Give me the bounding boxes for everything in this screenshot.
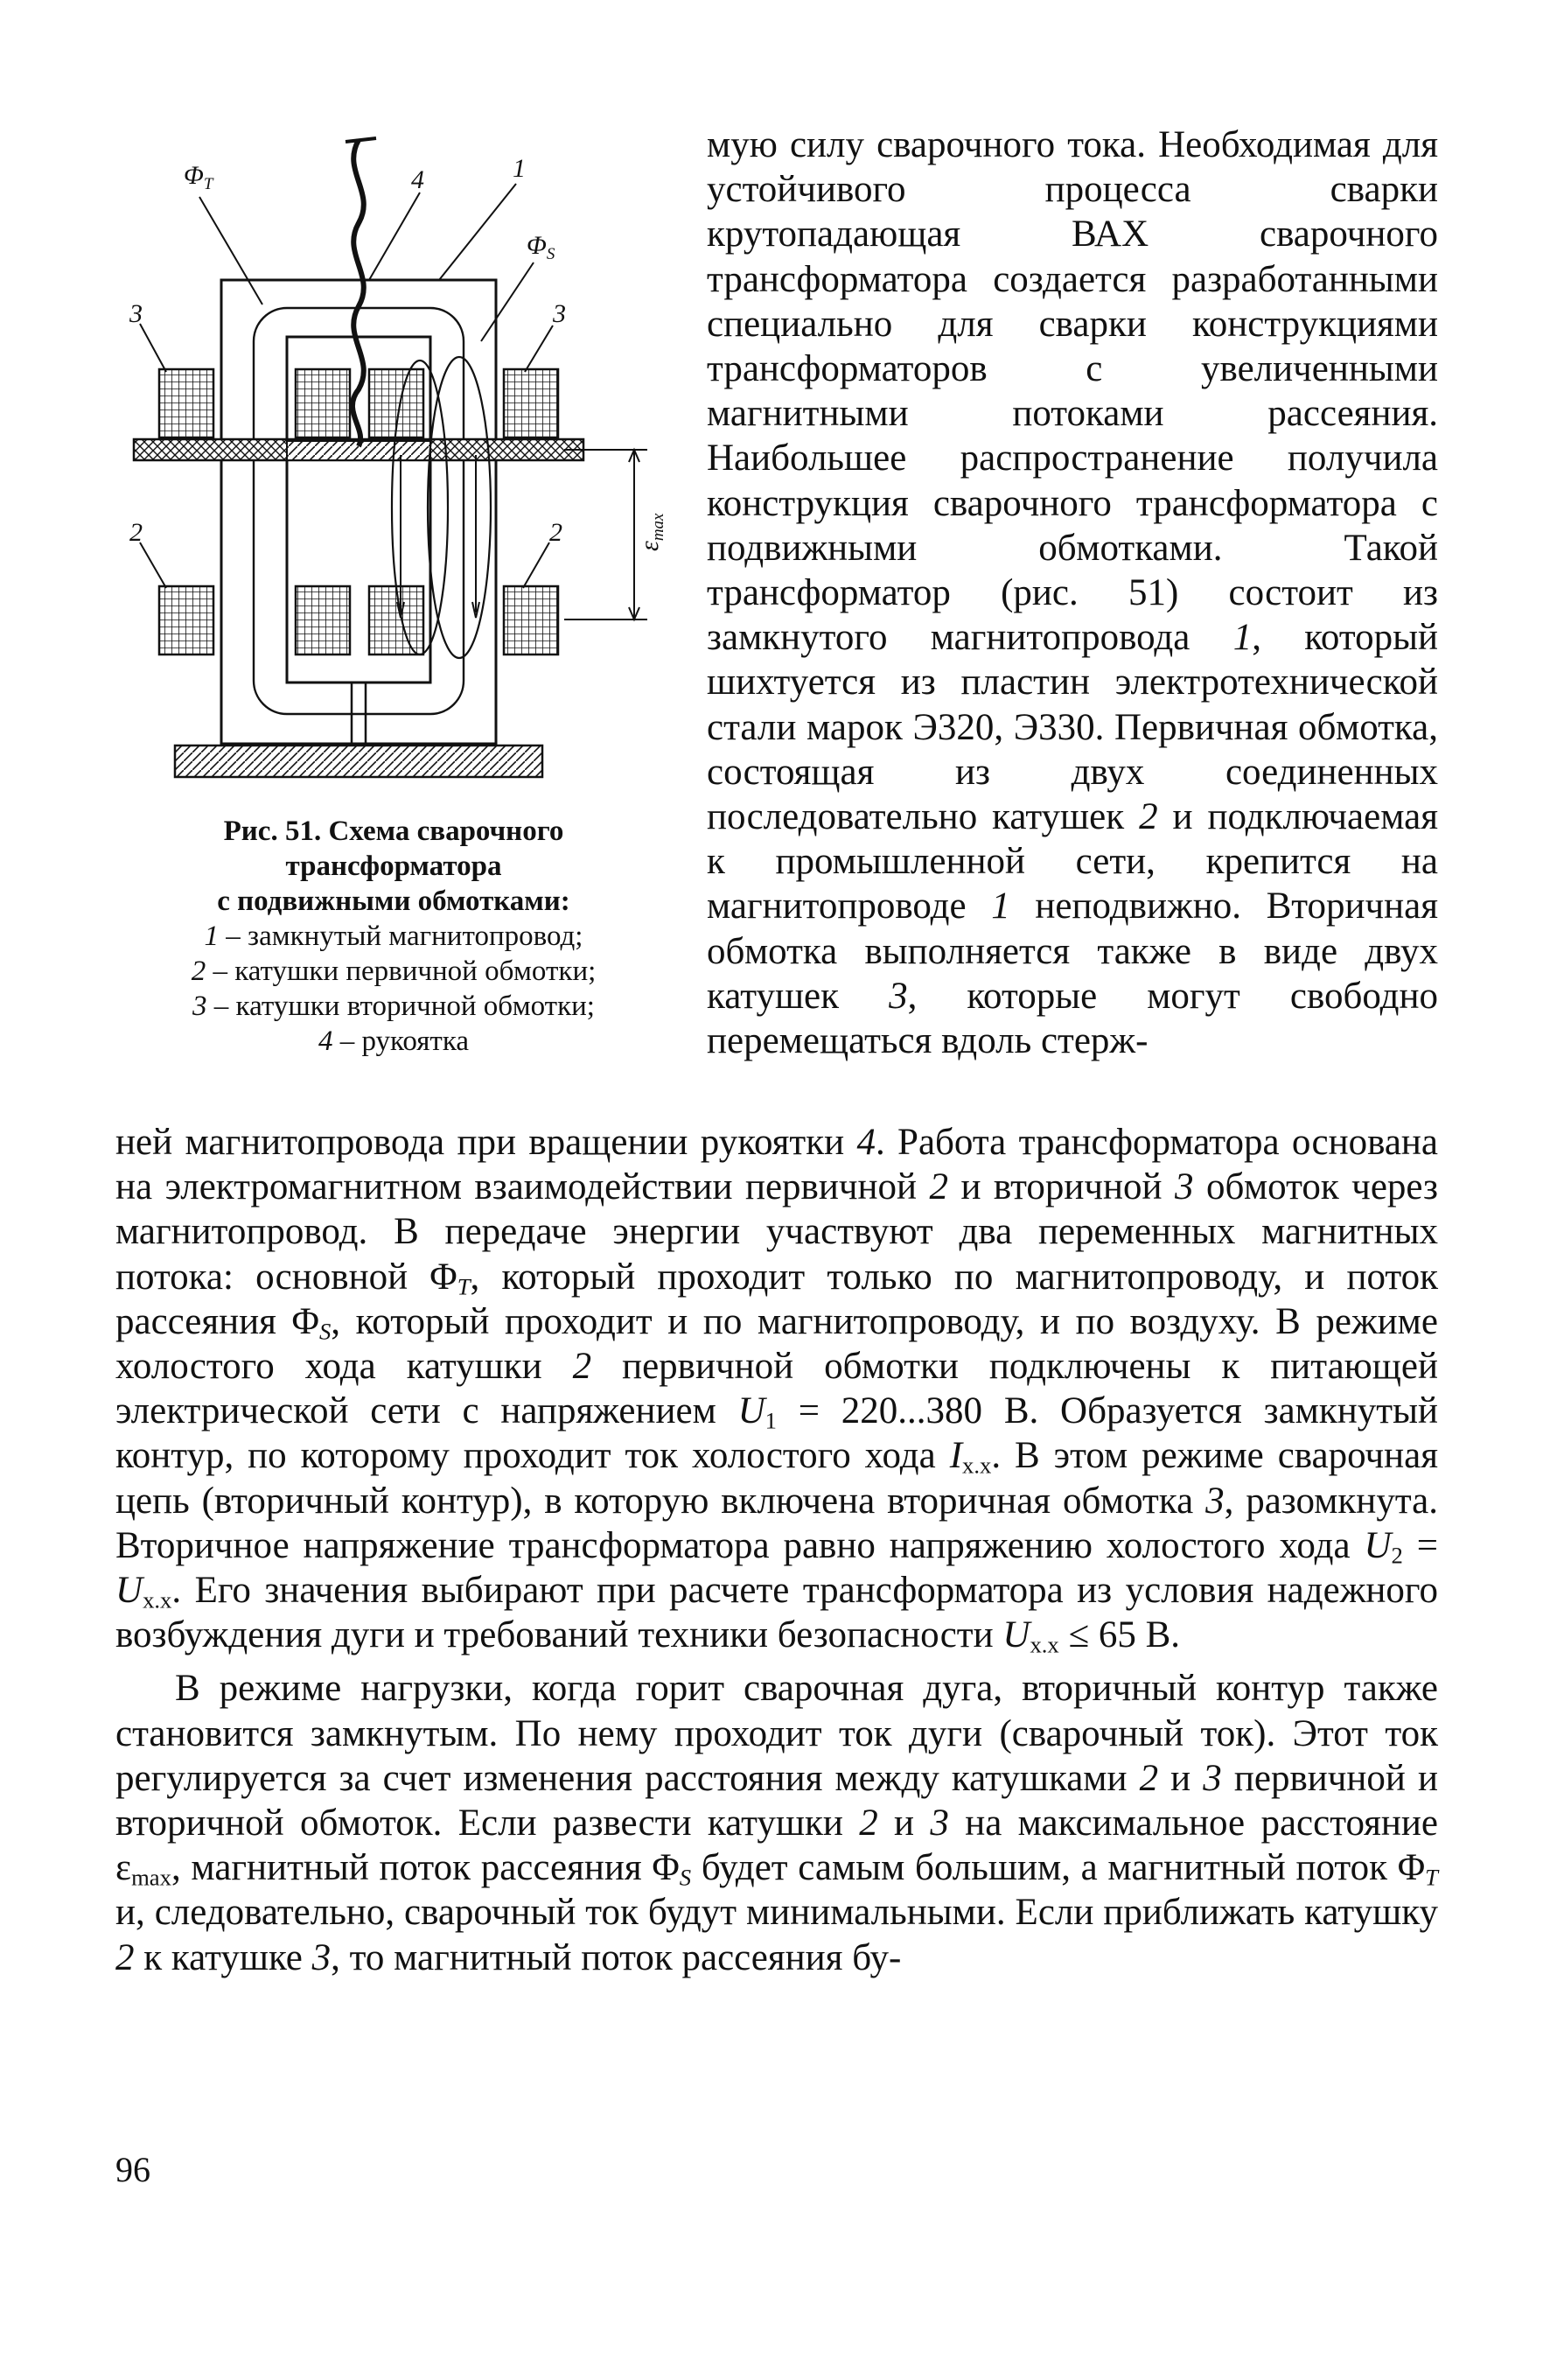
transformer-figure	[122, 122, 682, 822]
label-2-right: 2	[549, 518, 562, 547]
emax-dimension	[564, 450, 647, 620]
caption-item: 2 – катушки первичной обмотки;	[191, 956, 597, 987]
label-emax	[635, 513, 667, 551]
base-plate	[175, 746, 542, 777]
caption-title-1: Рис. 51. Схема сварочного	[223, 816, 564, 847]
caption-item: 4 – рукоятка	[318, 1026, 470, 1057]
coil-2-inner-left	[296, 586, 350, 654]
figure-caption	[105, 814, 682, 1059]
caption-item: 3 – катушки вторичной обмотки;	[192, 990, 595, 1022]
label-2-left: 2	[129, 518, 143, 547]
label-phi-s: $\Phi_S$	[527, 231, 555, 263]
coil-2-outer-left	[159, 586, 213, 654]
label-3-right: 3	[553, 299, 566, 328]
caption-item: 1 – замкнутый магнитопровод;	[204, 920, 583, 952]
paragraph: ней магнитопровода при вращении рукоятки 4. Работа трансформатора основана на электромагнитном взаимодействии первичной 2 и вторичной 3 обмоток через магнитопровод. В передаче энергии участвуют два переменных магнитных потока: основной $\Phi_T$, который проходит только по магнитопроводу, и поток рассеяния $\Phi_S$, который проходит и по магнитопроводу, и по воздуху. В режиме холостого хода катушки 2 первичной обмотки подключены к питающей электрической сети с напряжением $U_1 = 220...380$ В. Образуется замкнутый контур, по которому проходит ток холостого хода $I_{х.х}$. В этом режиме сварочная цепь (вторичный контур), в которую включена вторичная обмотка 3, разомкнута. Вторичное напряжение трансформатора равно напряжению холостого хода $U_2 = U_{х.х}$. Его значения выбирают при расчете трансформатора из условия надежного возбуждения дуги и требований техники безопасности $U_{х.х} \le 65$ В.	[115, 1122, 1438, 1658]
flux-s-loop-outer	[428, 357, 491, 658]
coil-3-inner-left	[296, 369, 350, 438]
paragraph: В режиме нагрузки, когда горит сварочная дуга, вторичный контур также становится замкнутым. По нему проходит ток дуги (сварочный ток). Этот ток регулируется за счет изменения расстояния между катушками 2 и 3 первичной и вторичной обмоток. Если развести катушки 2 и 3 на максимальное расстояние $\varepsilon_{max}$, магнитный поток рассеяния $\Phi_S$ будет самым большим, а магнитный поток $\Phi_T$ и, следовательно, сварочный ток будут минимальными. Если приближать катушку 2 к катушке 3, то магнитный поток рассеяния бу-	[115, 1668, 1439, 1978]
label-4: 4	[411, 165, 424, 194]
coil-2-outer-right	[504, 586, 558, 654]
coil-2-inner-right	[369, 586, 423, 654]
transformer-diagram	[122, 122, 682, 822]
caption-title-2: трансформатора	[285, 850, 502, 882]
page-number: 96	[115, 2150, 150, 2189]
label-3-left: 3	[129, 299, 143, 328]
svg-text:εmax: $\varepsilon_{max}$	[635, 513, 667, 551]
label-1: 1	[513, 154, 526, 183]
full-width-text	[115, 1120, 1438, 1980]
right-column-text	[707, 122, 1438, 1063]
coil-3-outer-right	[504, 369, 558, 438]
flux-t-path	[254, 308, 464, 714]
coil-3-outer-left	[159, 369, 213, 438]
paragraph: мую силу сварочного тока. Необходимая для устойчивого процесса сварки крутопадающая ВАХ сварочного трансформатора создается разработанными специально для сварки конструкциями трансформаторов с увеличенными магнитными потоками рассеяния. Наибольшее распространение получила конструкция сварочного трансформатора с подвижными обмотками. Такой трансформатор (рис. 51) состоит из замкнутого магнитопровода 1, который шихтуется из пластин электротехнической стали марок Э320, Э330. Первичная обмотка, состоящая из двух соединенных последовательно катушек 2 и подключаемая к промышленной сети, крепится на магнитопроводе 1 неподвижно. Вторичная обмотка выполняется также в виде двух катушек 3, которые могут свободно перемещаться вдоль стерж-	[707, 124, 1439, 1062]
label-phi-t: $\Phi_T$	[184, 161, 213, 193]
handle-screw	[353, 140, 364, 446]
caption-title-3: с подвижными обмотками:	[217, 886, 570, 917]
